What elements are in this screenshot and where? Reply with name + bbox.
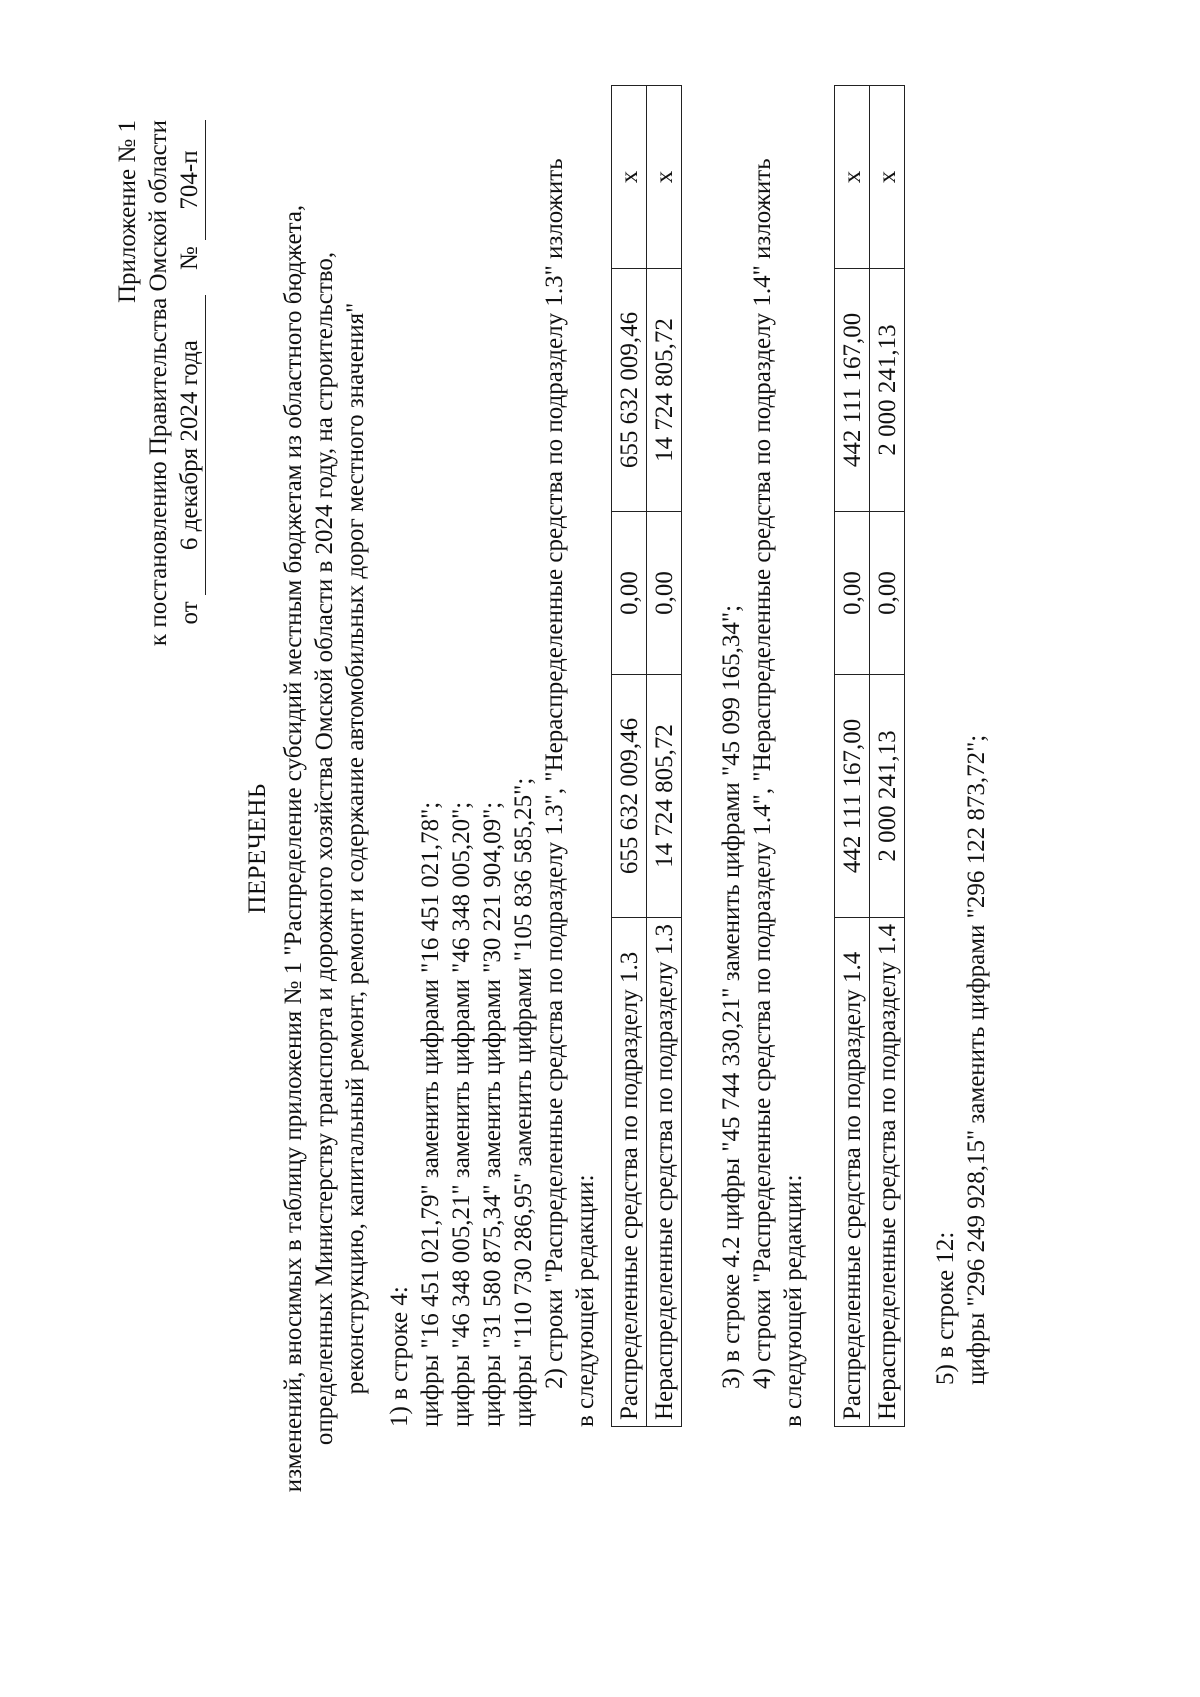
table-row xyxy=(870,85,905,1426)
appendix-decree: к постановлению Правительства Омской области xyxy=(145,120,172,647)
item-1-line: цифры "31 580 875,34" заменить цифрами "30 221 904,09"; xyxy=(479,801,506,1427)
table-cell: Нераспределенные средства по подразделу 1.4 xyxy=(870,917,905,1426)
table-cell: 655 632 009,46 xyxy=(612,268,647,511)
table-cell: x xyxy=(612,85,647,268)
table-cell: 0,00 xyxy=(647,511,682,674)
appendix-header xyxy=(112,120,206,840)
table-cell: x xyxy=(647,85,682,268)
table-cell: 0,00 xyxy=(835,511,870,674)
item-5 xyxy=(930,735,992,1385)
table-cell: 2 000 241,13 xyxy=(870,268,905,511)
subtitle-line: определенных Министерству транспорта и дорожного хозяйства Омской области в 2024 году, на строительство, xyxy=(311,251,338,1446)
subtitle-line: изменений, вносимых в таблицу приложения № 1 "Распределение субсидий местным бюджетам из областного бюджета, xyxy=(280,204,307,1493)
item-1-heading: 1) в строке 4: xyxy=(386,1286,413,1427)
item-5-line: цифры "296 249 928,15" заменить цифрами "296 122 873,72"; xyxy=(963,734,990,1385)
item-3: 3) в строке 4.2 цифры "45 744 330,21" заменить цифрами "45 099 165,34"; xyxy=(718,604,745,1389)
table-subsection-1-4 xyxy=(834,85,905,1427)
item-1-line: цифры "110 730 286,95" заменить цифрами "105 836 585,25"; xyxy=(510,777,537,1427)
table-cell: Распределенные средства по подразделу 1.4 xyxy=(835,917,870,1426)
decree-number: 704-п xyxy=(174,120,206,240)
item-5-heading: 5) в строке 12: xyxy=(932,1231,959,1385)
item-1-line: цифры "46 348 005,21" заменить цифрами "46 348 005,20"; xyxy=(448,801,475,1427)
item-1-line: цифры "16 451 021,79" заменить цифрами "16 451 021,78"; xyxy=(417,801,444,1427)
from-label: от xyxy=(176,601,203,625)
item-4-line-2: в следующей редакции: xyxy=(780,1174,807,1427)
table-row xyxy=(612,85,647,1426)
decree-date: 6 декабря 2024 года xyxy=(174,295,206,595)
appendix-date-line xyxy=(174,120,206,840)
table-cell: x xyxy=(870,85,905,268)
subtitle-line: реконструкцию, капитальный ремонт, ремонт и содержание автомобильных дорог местного значения" xyxy=(342,302,369,1395)
table-cell: x xyxy=(835,85,870,268)
table-cell: 2 000 241,13 xyxy=(870,674,905,917)
table-cell: 14 724 805,72 xyxy=(647,674,682,917)
number-label: № xyxy=(176,246,203,271)
item-4-line-1: 4) строки "Распределенные средства по подразделу 1.4", "Нераспределенные средства по подразделу 1.4" изложить xyxy=(749,158,776,1389)
table-cell: 442 111 167,00 xyxy=(835,268,870,511)
item-2-line-1: 2) строки "Распределенные средства по подразделу 1.3", "Нераспределенные средства по подразделу 1.3" изложить xyxy=(541,158,568,1389)
table-cell: 655 632 009,46 xyxy=(612,674,647,917)
table-cell: Распределенные средства по подразделу 1.3 xyxy=(612,917,647,1426)
table-cell: 14 724 805,72 xyxy=(647,268,682,511)
table-cell: 0,00 xyxy=(612,511,647,674)
item-3-4 xyxy=(716,158,809,1427)
document-title: ПЕРЕЧЕНЬ xyxy=(244,783,271,914)
table-subsection-1-3 xyxy=(611,85,682,1427)
table-cell: 0,00 xyxy=(870,511,905,674)
table-row xyxy=(835,85,870,1426)
table-row xyxy=(647,85,682,1426)
table-cell: Нераспределенные средства по подразделу 1.3 xyxy=(647,917,682,1426)
item-1 xyxy=(384,158,601,1427)
appendix-number: Приложение № 1 xyxy=(114,120,141,304)
document-subtitle xyxy=(278,160,371,1537)
table-cell: 442 111 167,00 xyxy=(835,674,870,917)
item-2-line-2: в следующей редакции: xyxy=(572,1174,599,1427)
